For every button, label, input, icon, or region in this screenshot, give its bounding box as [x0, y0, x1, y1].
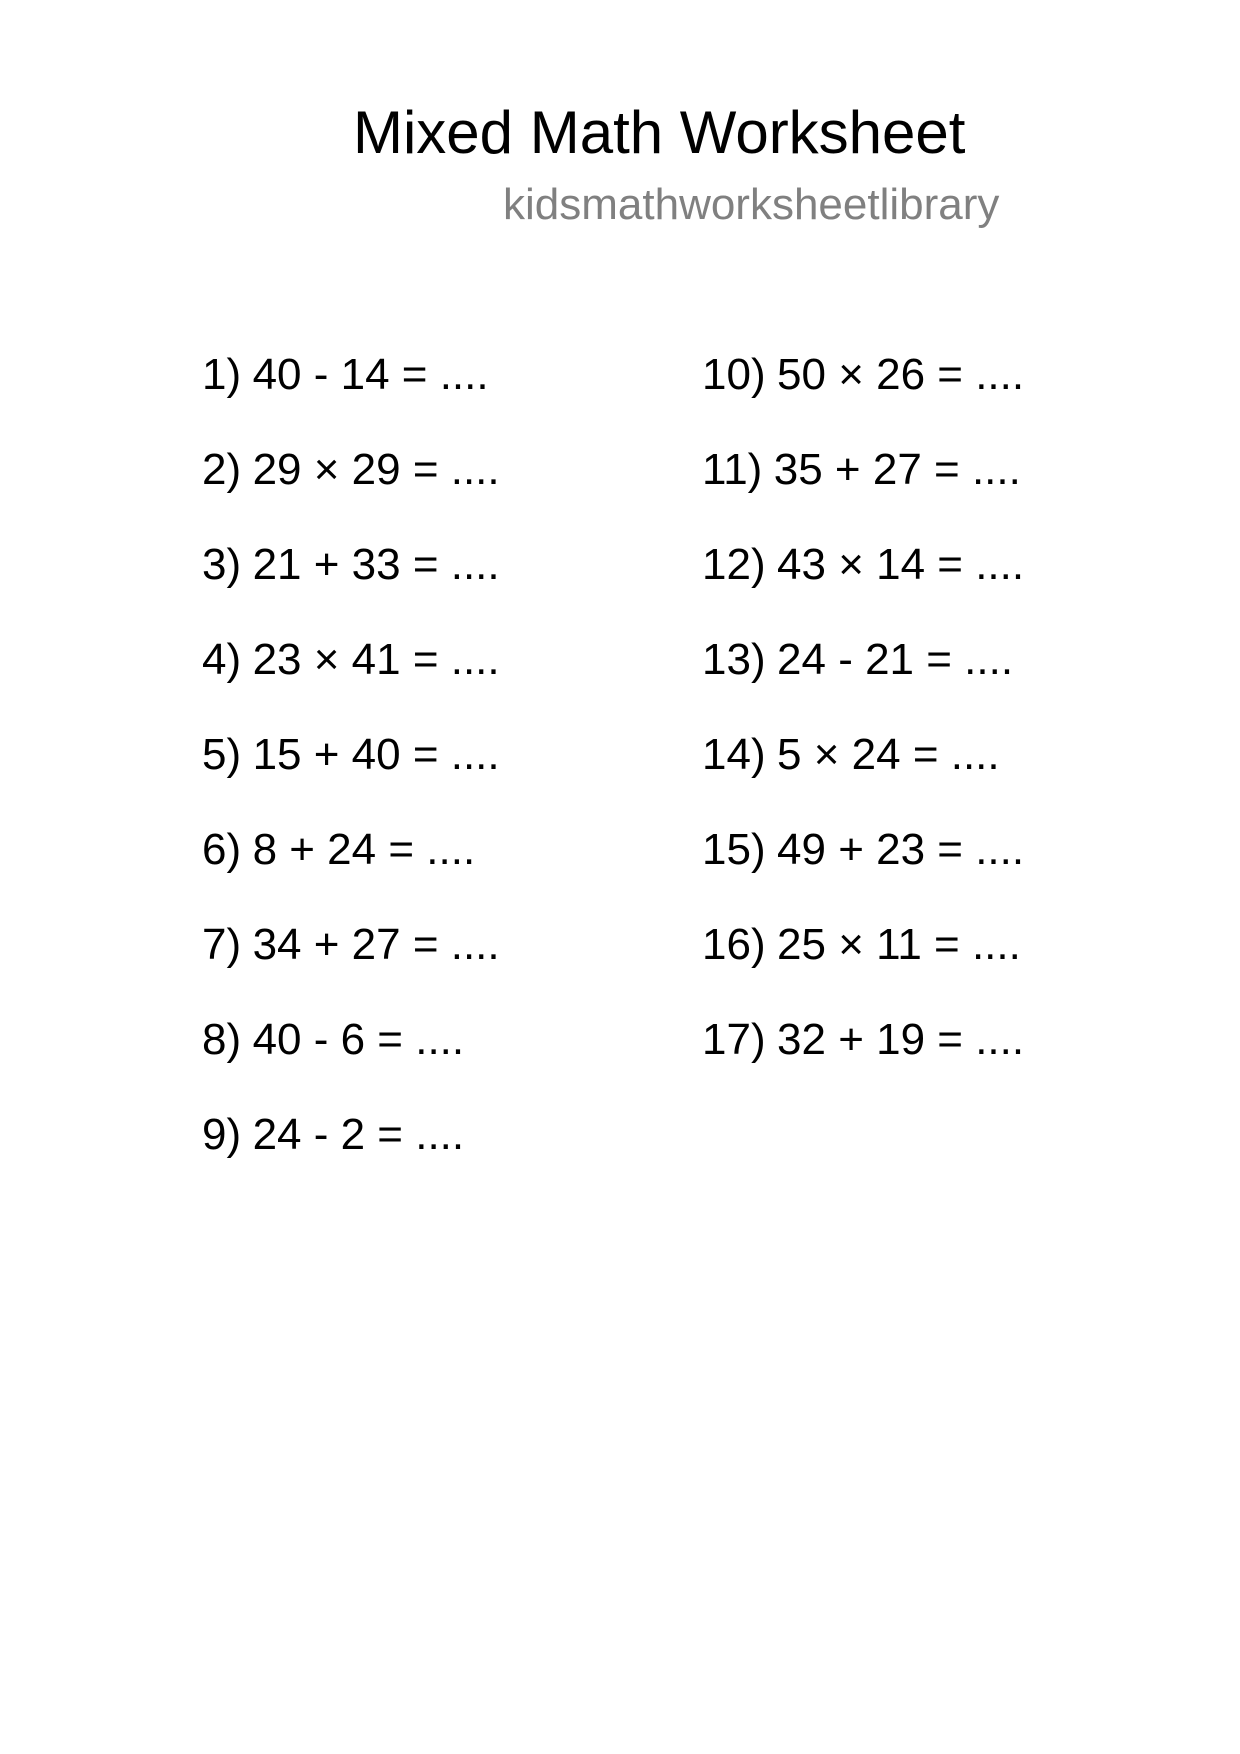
- problem-number: 3): [202, 540, 242, 589]
- problem-expression: 24 - 2 = ....: [252, 1110, 465, 1159]
- problem-expression: 5 × 24 = ....: [777, 730, 1000, 779]
- problem-item: [702, 634, 1024, 729]
- problem-number: 17): [702, 1015, 766, 1064]
- problem-number: 15): [702, 825, 766, 874]
- problem-expression: 32 + 19 = ....: [777, 1015, 1025, 1064]
- problems-column-right: [702, 349, 1024, 1109]
- problem-item: [702, 349, 1024, 444]
- problem-item: [202, 634, 500, 729]
- problem-number: 11): [702, 445, 763, 494]
- problem-item: [202, 444, 500, 539]
- problem-item: [702, 1014, 1024, 1109]
- problem-number: 6): [202, 825, 242, 874]
- problem-number: 4): [202, 635, 242, 684]
- problem-item: [202, 1014, 500, 1109]
- problem-number: 10): [702, 350, 766, 399]
- problem-number: 14): [702, 730, 766, 779]
- problem-item: [202, 539, 500, 634]
- problem-expression: 50 × 26 = ....: [777, 350, 1025, 399]
- problem-expression: 35 + 27 = ....: [773, 445, 1021, 494]
- problem-number: 9): [202, 1110, 242, 1159]
- problem-expression: 15 + 40 = ....: [252, 730, 500, 779]
- problem-item: [202, 1109, 500, 1204]
- problem-expression: 49 + 23 = ....: [777, 825, 1025, 874]
- problem-number: 7): [202, 920, 242, 969]
- problem-expression: 24 - 21 = ....: [777, 635, 1014, 684]
- problem-item: [702, 729, 1024, 824]
- worksheet-source: kidsmathworksheetlibrary: [503, 180, 1000, 229]
- problem-number: 1): [202, 350, 242, 399]
- problem-number: 16): [702, 920, 766, 969]
- problem-number: 5): [202, 730, 242, 779]
- problems-column-left: [202, 349, 500, 1204]
- problem-expression: 23 × 41 = ....: [252, 635, 500, 684]
- problem-expression: 43 × 14 = ....: [777, 540, 1025, 589]
- problem-number: 13): [702, 635, 766, 684]
- problem-number: 2): [202, 445, 242, 494]
- problem-item: [202, 824, 500, 919]
- problem-item: [702, 824, 1024, 919]
- problem-expression: 29 × 29 = ....: [252, 445, 500, 494]
- problem-expression: 40 - 6 = ....: [252, 1015, 465, 1064]
- problem-expression: 25 × 11 = ....: [777, 920, 1021, 969]
- problem-expression: 34 + 27 = ....: [252, 920, 500, 969]
- problem-number: 12): [702, 540, 766, 589]
- problem-expression: 40 - 14 = ....: [252, 350, 489, 399]
- problem-item: [202, 919, 500, 1014]
- problem-item: [202, 729, 500, 824]
- problem-item: [702, 444, 1024, 539]
- problem-item: [702, 919, 1024, 1014]
- problem-number: 8): [202, 1015, 242, 1064]
- problem-item: [202, 349, 500, 444]
- worksheet-title: Mixed Math Worksheet: [353, 99, 966, 166]
- problem-item: [702, 539, 1024, 634]
- problem-expression: 21 + 33 = ....: [252, 540, 500, 589]
- problem-expression: 8 + 24 = ....: [252, 825, 476, 874]
